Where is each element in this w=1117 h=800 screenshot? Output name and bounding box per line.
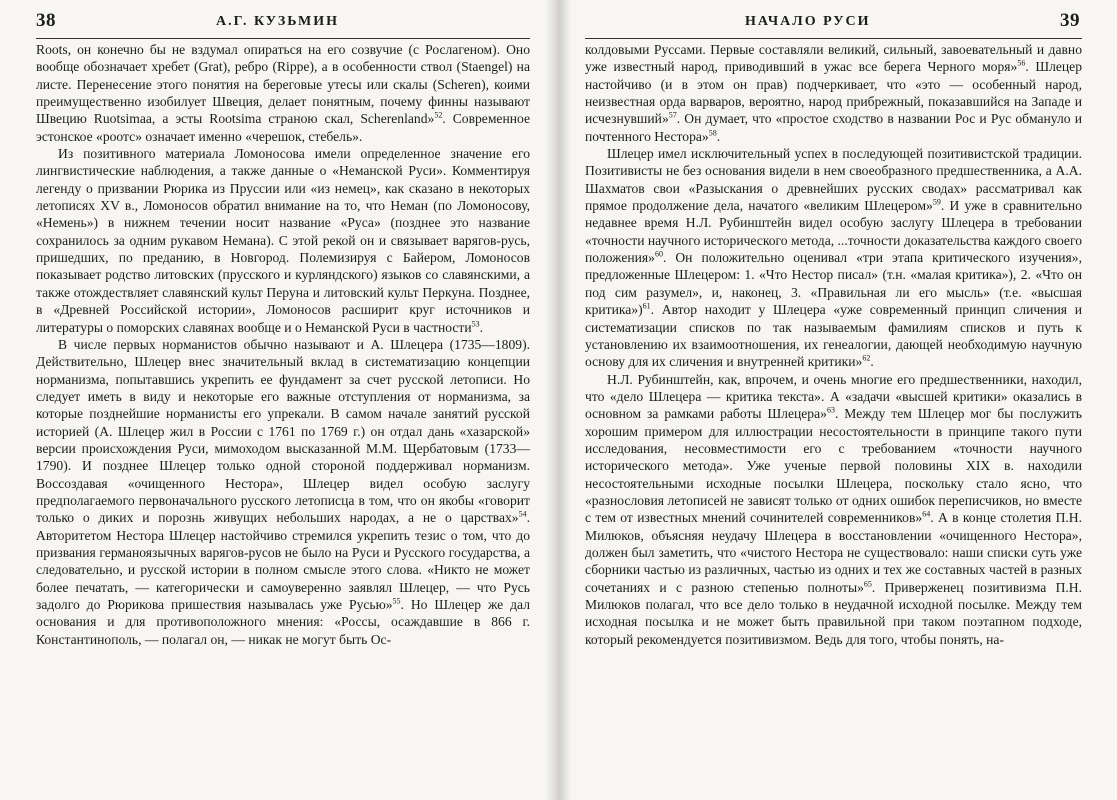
paragraph-text: . Шлецер настойчиво (и в этом он прав) подчеркивает, что «это — особенный народ, неизвестная орда варваров, вероятно, народ прибрежный, показавшийся на Западе и исчезнувший» (585, 59, 1082, 127)
left-page-number: 38 (36, 10, 56, 31)
footnote-ref: 56 (1017, 58, 1026, 68)
footnote-ref: 53 (471, 318, 480, 328)
paragraph-text: . Между тем Шлецер мог бы послужить хорошим примером для иллюстрации несостоятельности в принципе такого пути исследования, несовместимости его с требованием «точности научного исторического метода». Уже ученые первой половины XIX в. находили несостоятельными исходные посылки Шлецера, поскольку стало ясно, что «разнословия летописей не зависят только от одних ошибок переписчиков, но вместе с тем от известных мнений сочинителей современников» (585, 406, 1082, 526)
left-page-header (36, 8, 530, 39)
paragraph-text: . Он положительно оценивал «три этапа критического изучения», предложенные Шлецером: 1. «Что Нестор писал» (т.н. «малая критика»), 2. «Что он под сим разумел», и, наконец, 3. «Правильная ли его мысль» (т.е. «высшая критика») (585, 250, 1082, 318)
paragraph-text: . Авторитетом Нестора Шлецер настойчиво стремился укрепить тезис о том, что до призвания германоязычных варягов-русов не было на Руси и Русского государства, а следовательно, и русской истории в полном смысле этого слова. «Никто не может более печатать, — категорически и самоуверенно заявлял Шлецер, — что Русь задолго до Рюрикова пришествия называлась уже Русью» (36, 510, 530, 612)
paragraph-text: Из позитивного материала Ломоносова имели определенное значение его лингвистические наблюдения, а также данные о «Неманской Руси». Комментируя легенду о призвании Рюрика из Пруссии или «из немец», как сказано в некоторых летописях XV в., Ломоносов обратил внимание на то, что Неман (по Ломоносову, «Немень») в нижнем течении носит название «Руса» (позднее это название сохранилось за одним рукавом Немана). С этой рекой он и связывает варягов-русь, пришедших, по преданию, в Новгород. Полемизируя с Байером, Ломоносов показывает родство литовских (прусского и курляндского) языков со славянскими, а также отождествляет славянский культ Перуна и литовский культ Перкуна. Позднее, в «Древней Российской истории», Ломоносов расширит круг источников и литературы о поморских славянах вообще и о Неманской Руси в частности (36, 146, 530, 335)
paragraph (585, 371, 1082, 649)
book-gutter (545, 0, 571, 800)
footnote-ref: 63 (826, 405, 835, 415)
paragraph-text: Шлецер имел исключительный успех в последующей позитивистской традиции. Позитивисты не без основания видели в нем своеобразного предшественника, а А.А. Шахматов свои «Разыскания о древнейших русских сводах» рассматривал как прямое продолжение дела, начатого «великим Шлецером» (585, 146, 1082, 214)
right-page-header (585, 8, 1082, 39)
footnote-ref: 60 (654, 249, 663, 259)
paragraph-text: Roots, он конечно бы не вздумал опираться на его созвучие (с Рослагеном). Оно вообще обозначает хребет (Grat), ребро (Rippe), а в особенности ствол (Staengel) на листе. Перенесение этого понятия на береговые утесы или скалы (Scheren), коими преимущественно изобилует Швеция, делает понятным, почему финны называют Швецию Ruotsimaa, а эсты Rootsima страною скал, Scherenland» (36, 42, 530, 127)
paragraph-text: . (479, 319, 484, 335)
paragraph-text: . Приверженец позитивизма П.Н. Милюков полагал, что все дело только в неудачной исходной посылке. Между тем исходная посылка и не может быть правильной при таком поэтапном подходе, который рекомендуется позитивизмом. Ведь для того, чтобы понять, на- (585, 579, 1082, 647)
paragraph-text: Н.Л. Рубинштейн, как, впрочем, и очень многие его предшественники, находил, что «дело Шлецера — критика текста». А «задачи «высшей критики» оказались в основном за рамками работы Шлецера» (585, 371, 1082, 422)
footnote-ref: 61 (642, 301, 651, 311)
right-page-text (585, 41, 1082, 648)
left-page-text (36, 41, 530, 648)
paragraph-text: . Автор находит у Шлецера «уже современный принцип сличения и систематизации списков по так называемым фамилиям списков и путь к установлению их взаимоотношения, их генеалогии, дающей необходимую научную основу для их сличения и внутренней критики» (585, 302, 1082, 370)
right-running-title: НАЧАЛО РУСИ (745, 14, 871, 29)
footnote-ref: 57 (668, 110, 677, 120)
footnote-ref: 54 (518, 509, 527, 519)
paragraph (36, 145, 530, 336)
footnote-ref: 62 (862, 353, 871, 363)
right-page (585, 0, 1082, 800)
paragraph-text: колдовыми Руссами. Первые составляли великий, сильный, завоевательный и давно уже известный народ, приводивший в ужас все берега Черного моря» (585, 42, 1082, 75)
paragraph (36, 41, 530, 145)
footnote-ref: 58 (708, 128, 717, 138)
right-page-number: 39 (1060, 10, 1080, 31)
paragraph-text: . Он думает, что «простое сходство в названии Рос и Рус обмануло и почтенного Нестора» (585, 111, 1082, 144)
footnote-ref: 55 (392, 596, 401, 606)
footnote-ref: 65 (863, 579, 872, 589)
paragraph-text: . Современное эстонское «роотс» означает именно «черешок, стебель». (36, 111, 530, 144)
paragraph-text: В числе первых норманистов обычно называют и А. Шлецера (1735—1809). Действительно, Шлецер внес значительный вклад в систематизацию концепции норманизма, попытавшись укрепить ее фундамент за счет русской летописи. Но следует иметь в виду и некоторые его важные отступления от норманизма, за которые позднейшие норманисты его упрекали. В самом начале занятий русской историей (А. Шлецер жил в России с 1761 по 1769 г.) он отдал дань «хазарской» версии происхождения Руси, мимоходом высказанной М.М. Щербатовым (1733—1790). И позднее Шлецер только одной стороной поддерживал норманизм. Воссоздавая «очищенного Нестора», Шлецер видел особую заслугу предполагаемого первоначального русского летописца в том, что он якобы «говорит только о диких и порознь живущих небольших народах, а не о царствах» (36, 336, 530, 526)
left-page (36, 0, 530, 800)
footnote-ref: 64 (922, 509, 931, 519)
left-running-title: А.Г. КУЗЬМИН (216, 14, 339, 29)
paragraph-text: . И уже в сравнительно недавнее время Н.Л. Рубинштейн видел особую заслугу Шлецера в требовании «точности научного исторического метода, ...точности доказательства каждого своего положения» (585, 198, 1082, 266)
paragraph (36, 336, 530, 648)
paragraph (585, 145, 1082, 370)
paragraph-text: . (716, 128, 721, 144)
footnote-ref: 59 (932, 197, 941, 207)
paragraph-text: . Но Шлецер же дал основания и для противоположного мнения: «Россы, осаждавшие в 866 г. Константинополь, — полагал он, — никак не могут быть Ос- (36, 597, 530, 647)
paragraph-text: . А в конце столетия П.Н. Милюков, объясняя неудачу Шлецера в восстановлении «очищенного Нестора», должен был заметить, что «чистого Нестора не существовало: наши списки суть уже сборники частью из различных, частью из одних и тех же составных частей в разных сочетаниях и с разною степенью полноты» (585, 510, 1082, 595)
paragraph (585, 41, 1082, 145)
paragraph-text: . (870, 354, 874, 370)
footnote-ref: 52 (434, 110, 443, 120)
